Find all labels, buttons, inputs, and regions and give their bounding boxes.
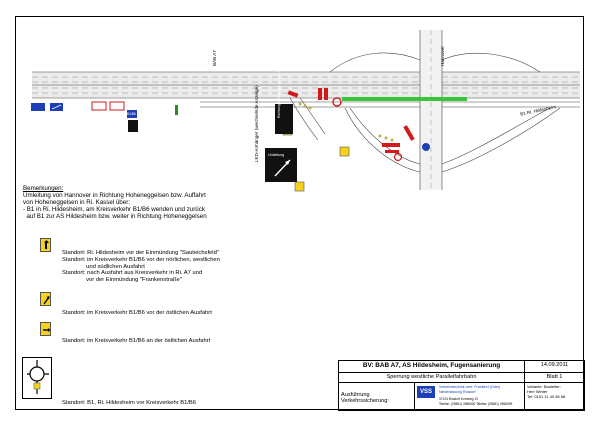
company-name: Verkehrstechnik ceer. Frankfurt (Oder) [439,385,501,389]
label-a7: BAB A7 [212,50,217,66]
company-block [415,383,525,411]
label-b1-left: Hannover [440,46,445,66]
blue-signs [31,103,430,151]
arrow-right-sign-icon [40,322,51,336]
company-branch: Niederlassung Rosdorf [439,390,476,394]
label-b1-right: B1 Ri. Hildesheim [519,104,557,117]
crossing-road [420,30,442,190]
legend-entry: Standort: im Kreisverkehr B1/B6 an der östlichen Ausfahrt [62,338,211,344]
client-label: Bauleiter: [543,384,561,389]
board-detour-text: Umleitung [268,153,285,157]
variant-label: Variante: [527,384,543,389]
contact-phone: Tel: 0151 11 40 48 88 [527,394,566,399]
label-led-sign: LED-Anhänger (wechselnde Anzeige) [254,85,259,162]
arrow-diagonal-sign-icon [40,292,51,306]
legend-entry: Standort: im Kreisverkehr B1/B6 vor der östlichen Ausfahrt [62,310,212,316]
sheet-number: Blatt 1 [525,373,585,383]
remarks-line: auf B1 zur AS Hildesheim bzw. weiter in Richtung Hoheneggelsen [23,213,207,220]
legend-entry: Standort: Ri. Hildesheim vor der Einmündung "Sauteichsfeld" Standort: im Kreisverkehr B1/B6 vor der nörlichen, westlichen und südlichen Ausfahrt Standort: nach Ausfahrt aus Kreisverkehr in Ri. A7 und vor der Einmündung "Frankenstraße" [62,250,220,284]
remarks-line: von Hoheneggelsen in Ri. Kassel über: [23,199,130,206]
title-block [338,360,585,411]
project-title: BV: BAB A7, AS Hildesheim, Fugensanierung [339,361,525,373]
remarks-line: - B1 in Ri. Hildesheim, am Kreisverkehr B1/B6 wenden und zurück [23,206,205,213]
roundabout-sign-icon [22,357,52,399]
company-phone: Telefon: (05561) 4966000 Telefax: (05561) 4966099 [439,402,513,406]
cone-row [299,103,393,141]
remarks-block [23,185,207,220]
remarks-heading: Bemerkungen: [23,185,64,192]
arrow-up-sign-icon [40,238,51,252]
legend-entry: Standort: B1, Ri. Hildesheim vor Kreisverkehr B1/B6 [62,400,197,406]
label-sign-b1b6: B1/B6 [127,112,136,116]
company-logo: VSS [417,386,435,398]
plan-date: 14.09.2011 [525,361,585,373]
board-closure-text: Richtung Hildesheim gesperrt [277,70,281,118]
project-subtitle: Sperrung westliche Parallelfahrbahn [339,373,525,383]
closed-lane-marker [342,97,467,101]
company-address: 37124 Rosdorf Kornweg 13 [439,397,478,401]
remarks-line: Umleitung von Hannover in Richtung Hoheneggelsen bzw. Auffahrt [23,192,206,199]
contact-block [525,383,585,411]
execution-label: Ausführung Verkehrssicherung: [339,383,415,411]
contact-person: Herr Winter [527,389,548,394]
